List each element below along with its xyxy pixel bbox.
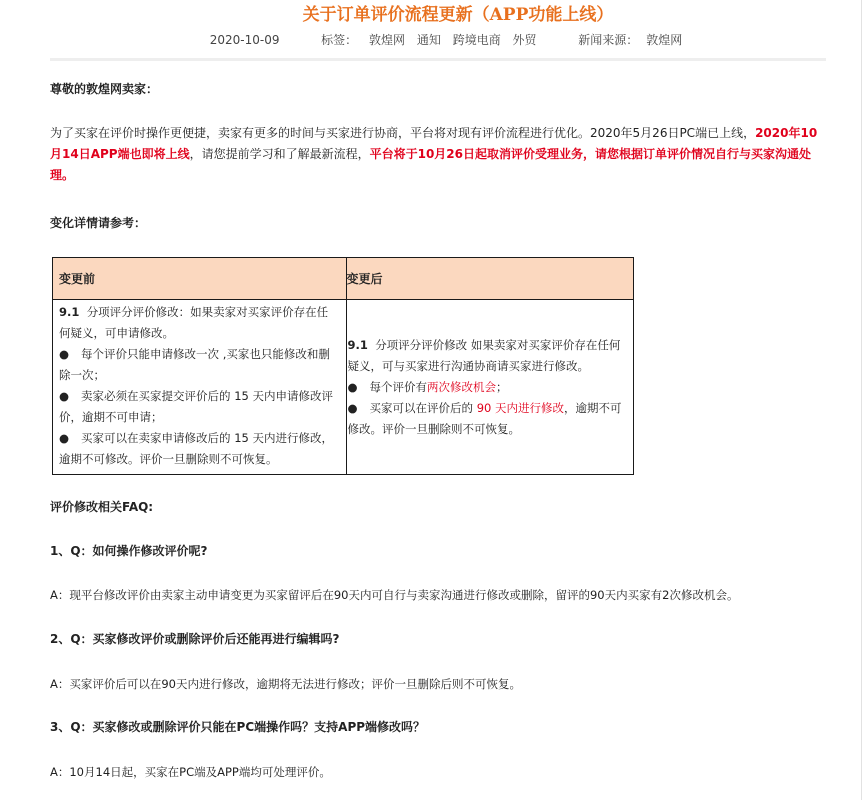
- intro-text: 为了买家在评价时操作更便捷，卖家有更多的时间与买家进行协商，平台将对现有评价流程进行优化。2020年5月26日PC端已上线，: [50, 126, 756, 140]
- comparison-table: [52, 257, 634, 475]
- bullet-highlight: 两次修改机会: [427, 379, 497, 394]
- faq-answer: A：10月14日起，买家在PC端及APP端均可处理评价。: [50, 765, 331, 779]
- bullet-icon: ●: [59, 347, 70, 361]
- rule-number: 9.1: [347, 337, 368, 352]
- bullet-highlight: 90 天内进行修改: [476, 400, 564, 415]
- table-header-before: 变更前: [53, 258, 347, 300]
- tag-link[interactable]: 通知: [416, 33, 441, 47]
- article-meta: [66, 30, 826, 50]
- bullet-text: ；: [496, 379, 508, 394]
- bullet-icon: ●: [59, 389, 70, 403]
- rule-lead: 分项评分评价修改：如果卖家对买家评价存在任何疑义，可申请修改。: [59, 305, 329, 340]
- intro-highlight: 平台将于10月26日起取消评价受理业务，请您根据订单评价情况自行与买家沟通处理。: [50, 147, 811, 182]
- intro-paragraph: [50, 123, 826, 186]
- bullet-text: ，逾期不可修改。评价一旦删除则不可恢复。: [347, 400, 622, 436]
- article-date: 2020-10-09: [209, 33, 280, 47]
- greeting: 尊敬的敦煌网卖家：: [50, 82, 159, 96]
- bullet-text: 买家可以在评价后的: [369, 400, 477, 415]
- rule-bullet: [348, 377, 630, 398]
- bullet-text: 卖家必须在买家提交评价后的 15 天内申请修改评价，逾期不可申请；: [59, 389, 333, 424]
- rule-bullet: [59, 386, 340, 428]
- faq-answer: A：买家评价后可以在90天内进行修改，逾期将无法进行修改；评价一旦删除后则不可恢复。: [50, 677, 521, 691]
- header-divider: [50, 58, 826, 61]
- source-label: 新闻来源：: [578, 33, 639, 47]
- bullet-text: 每个评价只能申请修改一次 ,买家也只能修改和删除一次；: [59, 347, 330, 382]
- faq-answer: A：现平台修改评价由卖家主动申请变更为买家留评后在90天内可自行与卖家沟通进行修改或删除，留评的90天内买家有2次修改机会。: [50, 588, 739, 602]
- tag-link[interactable]: 跨境电商: [452, 33, 501, 47]
- faq-question: 2、Q：买家修改评价或删除评价后还能再进行编辑吗?: [50, 632, 340, 646]
- rule-bullet: [348, 398, 630, 440]
- article-title: 关于订单评价流程更新（APP功能上线）: [302, 5, 614, 25]
- tag-link[interactable]: 敦煌网: [369, 33, 406, 47]
- intro-highlight: 2020年10月14日APP端也即将上线: [50, 126, 818, 161]
- table-cell-before: [53, 300, 347, 475]
- rule-number: 9.1: [59, 305, 80, 319]
- bullet-text: 每个评价有: [369, 379, 428, 394]
- rule-bullet: [59, 344, 340, 386]
- bullet-icon: ●: [59, 431, 70, 445]
- faq-question: 1、Q：如何操作修改评价呢?: [50, 544, 208, 558]
- rule-lead: 分项评分评价修改 如果卖家对买家评价存在任何疑义，可与买家进行沟通协商请买家进行修改。: [347, 337, 621, 373]
- rule-bullet: [59, 428, 340, 470]
- bullet-text: 买家可以在卖家申请修改后的 15 天内进行修改，逾期不可修改。评价一旦删除则不可恢复。: [59, 431, 333, 466]
- source-value: 敦煌网: [646, 33, 683, 47]
- article: [50, 0, 826, 779]
- faq-heading: 评价修改相关FAQ:: [50, 500, 154, 514]
- faq-question: 3、Q：买家修改或删除评价只能在PC端操作吗？支持APP端修改吗？: [50, 720, 426, 734]
- table-header-after: 变更后: [346, 258, 634, 300]
- right-edge-rule: [861, 0, 862, 800]
- intro-text: ，请您提前学习和了解最新流程，: [189, 147, 370, 161]
- tags-label: 标签：: [321, 33, 358, 47]
- details-heading: 变化详情请参考：: [50, 216, 147, 230]
- bullet-icon: ●: [347, 379, 358, 394]
- tag-link[interactable]: 外贸: [512, 33, 537, 47]
- table-cell-after: [346, 300, 634, 475]
- bullet-icon: ●: [347, 400, 358, 415]
